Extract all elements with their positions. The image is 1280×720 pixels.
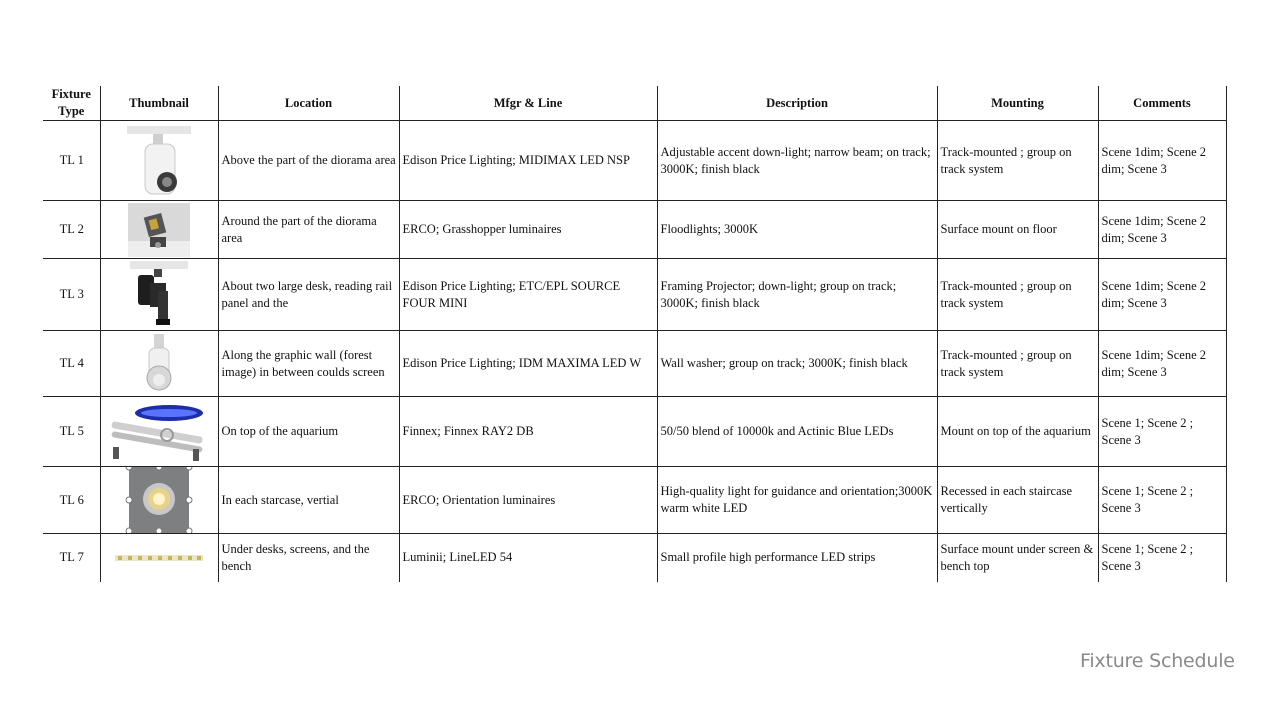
- mounting-cell: Track-mounted ; group on track system: [937, 331, 1098, 397]
- comments-cell: Scene 1dim; Scene 2 dim; Scene 3: [1098, 331, 1226, 397]
- location-cell: In each starcase, vertial: [218, 467, 399, 534]
- mfgr-cell: ERCO; Orientation luminaires: [399, 467, 657, 534]
- comments-cell: Scene 1dim; Scene 2 dim; Scene 3: [1098, 259, 1226, 331]
- table-row: [43, 121, 1226, 201]
- header-row: [43, 86, 1226, 121]
- header-fixture-type: Fixture Type: [43, 86, 100, 121]
- mfgr-cell: Edison Price Lighting; MIDIMAX LED NSP: [399, 121, 657, 201]
- table-row: [43, 397, 1226, 467]
- led-strip-icon: [115, 553, 203, 563]
- fixture-schedule-table: [43, 86, 1227, 582]
- description-cell: Wall washer; group on track; 3000K; finish black: [657, 331, 937, 397]
- table-row: [43, 331, 1226, 397]
- framing-projector-icon: [130, 261, 188, 329]
- comments-cell: Scene 1dim; Scene 2 dim; Scene 3: [1098, 121, 1226, 201]
- header-description: Description: [657, 86, 937, 121]
- description-cell: High-quality light for guidance and orientation;3000K warm white LED: [657, 467, 937, 534]
- location-cell: Around the part of the diorama area: [218, 201, 399, 259]
- comments-cell: Scene 1; Scene 2 ; Scene 3: [1098, 534, 1226, 582]
- mounting-cell: Surface mount under screen & bench top: [937, 534, 1098, 582]
- header-location: Location: [218, 86, 399, 121]
- comments-cell: Scene 1dim; Scene 2 dim; Scene 3: [1098, 201, 1226, 259]
- mfgr-cell: Edison Price Lighting; ETC/EPL SOURCE FOUR MINI: [399, 259, 657, 331]
- fixture-type-cell: TL 5: [43, 397, 100, 467]
- table-row: [43, 201, 1226, 259]
- location-cell: About two large desk, reading rail panel and the: [218, 259, 399, 331]
- comments-cell: Scene 1; Scene 2 ; Scene 3: [1098, 397, 1226, 467]
- mfgr-cell: Luminii; LineLED 54: [399, 534, 657, 582]
- mounting-cell: Surface mount on floor: [937, 201, 1098, 259]
- header-comments: Comments: [1098, 86, 1226, 121]
- fixture-type-cell: TL 3: [43, 259, 100, 331]
- thumbnail-cell: [100, 534, 218, 582]
- mounting-cell: Mount on top of the aquarium: [937, 397, 1098, 467]
- floodlight-icon: [128, 203, 190, 257]
- location-cell: Along the graphic wall (forest image) in between coulds screen: [218, 331, 399, 397]
- location-cell: Above the part of the diorama area: [218, 121, 399, 201]
- fixture-type-cell: TL 6: [43, 467, 100, 534]
- fixture-type-cell: TL 7: [43, 534, 100, 582]
- thumbnail-cell: [100, 467, 218, 534]
- description-cell: Framing Projector; down-light; group on track; 3000K; finish black: [657, 259, 937, 331]
- fixture-type-cell: TL 1: [43, 121, 100, 201]
- thumbnail-cell: [100, 121, 218, 201]
- aquarium-led-bar-icon: [109, 403, 209, 461]
- fixture-type-cell: TL 2: [43, 201, 100, 259]
- header-mounting: Mounting: [937, 86, 1098, 121]
- comments-cell: Scene 1; Scene 2 ; Scene 3: [1098, 467, 1226, 534]
- mfgr-cell: Finnex; Finnex RAY2 DB: [399, 397, 657, 467]
- header-thumbnail: Thumbnail: [100, 86, 218, 121]
- mounting-cell: Track-mounted ; group on track system: [937, 259, 1098, 331]
- description-cell: Adjustable accent down-light; narrow beam; on track; 3000K; finish black: [657, 121, 937, 201]
- recessed-orientation-light-icon: [119, 467, 199, 533]
- thumbnail-cell: [100, 331, 218, 397]
- description-cell: Small profile high performance LED strips: [657, 534, 937, 582]
- table-row: [43, 259, 1226, 331]
- thumbnail-cell: [100, 201, 218, 259]
- header-mfgr: Mfgr & Line: [399, 86, 657, 121]
- description-cell: 50/50 blend of 10000k and Actinic Blue LEDs: [657, 397, 937, 467]
- mounting-cell: Track-mounted ; group on track system: [937, 121, 1098, 201]
- table-row: [43, 534, 1226, 582]
- location-cell: On top of the aquarium: [218, 397, 399, 467]
- location-cell: Under desks, screens, and the bench: [218, 534, 399, 582]
- wall-washer-icon: [134, 334, 184, 394]
- fixture-type-cell: TL 4: [43, 331, 100, 397]
- description-cell: Floodlights; 3000K: [657, 201, 937, 259]
- table-row: [43, 467, 1226, 534]
- mounting-cell: Recessed in each staircase vertically: [937, 467, 1098, 534]
- mfgr-cell: ERCO; Grasshopper luminaires: [399, 201, 657, 259]
- white-track-spotlight-icon: [127, 126, 191, 196]
- mfgr-cell: Edison Price Lighting; IDM MAXIMA LED W: [399, 331, 657, 397]
- slide-caption: Fixture Schedule: [1080, 650, 1235, 672]
- thumbnail-cell: [100, 259, 218, 331]
- thumbnail-cell: [100, 397, 218, 467]
